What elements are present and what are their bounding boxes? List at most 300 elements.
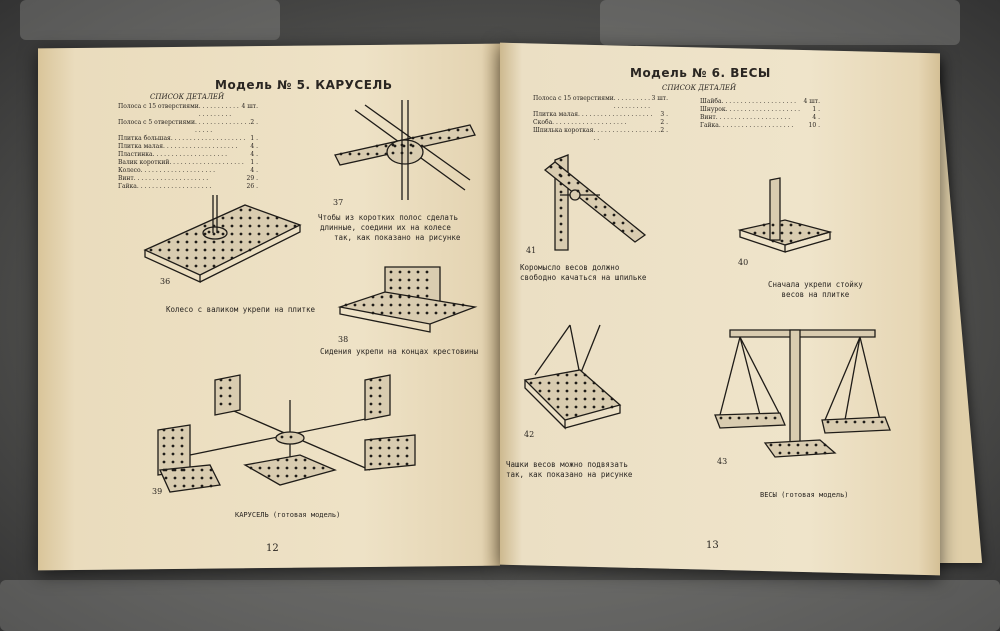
part-name: Гайка [700,122,719,129]
hole [370,455,373,458]
hole [584,398,587,401]
hole [222,217,225,220]
hole [559,166,562,169]
hole [602,390,605,393]
part-name: Скоба [533,119,553,126]
hole [417,304,420,307]
hole [240,225,243,228]
hole [222,249,225,252]
caption-line: длинные, соедини их на колесе [320,223,451,232]
caption-line: свободно качаться на шпильке [520,273,647,282]
hole [290,436,293,439]
hole [210,469,213,472]
hole [281,436,284,439]
hole [560,231,563,234]
dot-leader: . . . . . . . . . . . . . . . . . . . . [552,119,627,126]
hole [539,382,542,385]
hole [397,439,400,442]
part-quantity: 4 шт. [803,98,820,105]
background-metal-parts [20,0,280,40]
figure-number: 39 [152,487,163,496]
hole [417,295,420,298]
hole [631,230,634,233]
hole [186,265,189,268]
hole [435,304,438,307]
hole [444,312,447,315]
hole [231,225,234,228]
hole [584,382,587,385]
hole [790,240,793,243]
hole [358,153,361,156]
dot-leader: . . . . . . . . . . . . . . . . . . . . [163,143,238,150]
hole [799,224,802,227]
hole [622,230,625,233]
hole [231,249,234,252]
hole [426,271,429,274]
part-name: Плитка большая [118,135,171,142]
hole [217,231,220,234]
hole [313,467,316,470]
hole [370,395,373,398]
dot-leader: . . . . . . . . . . . . . . . . . . . . [170,135,246,142]
hole [577,182,580,185]
hole [566,398,569,401]
dot-leader: . . . . . . . . . . . . . . . . . . . . [136,183,212,190]
left-parts-heading: СПИСОК ДЕТАЛЕЙ [150,93,225,101]
part-name: Винт [118,175,134,182]
hole [370,447,373,450]
hole [372,312,375,315]
hole [560,223,563,226]
hole [466,129,469,132]
hole [220,387,223,390]
dot-leader: . . . . . . . . . . . . . . . . . . . . [152,151,228,158]
hole [781,232,784,235]
hole [354,304,357,307]
hole [399,271,402,274]
hole [448,129,451,132]
hole [379,455,382,458]
hole [797,452,800,455]
hole [426,312,429,315]
hole [845,421,848,424]
hole [584,390,587,393]
hole [806,444,809,447]
part-quantity: 10 . [808,122,820,129]
parts-list-item [118,175,258,183]
hole [613,214,616,217]
hole [213,257,216,260]
hole [231,257,234,260]
hole [286,459,289,462]
hole [772,232,775,235]
hole [584,406,587,409]
hole [258,233,261,236]
hole [213,249,216,252]
hole [183,485,186,488]
hole [372,296,375,299]
hole [370,403,373,406]
hole [240,233,243,236]
hole [208,231,211,234]
hole [304,459,307,462]
hole [249,225,252,228]
hole [340,153,343,156]
hole [163,461,166,464]
hole [277,467,280,470]
hole [406,447,409,450]
figure-caption: КАРУСЕЛЬ (готовая модель) [235,511,341,519]
dot-leader: . . . . . . . . . . . . . . . . . . . . [169,159,244,166]
hole [213,265,216,268]
caption-line: так, как показано на рисунке [334,233,461,242]
hole [593,390,596,393]
hole [295,459,298,462]
figure-41-beam-pivot [540,150,650,250]
hole [575,374,578,377]
hole [370,463,373,466]
hole [408,296,411,299]
right-parts-list-2 [700,98,820,130]
dot-leader: . . . . . . . . . . . . . . . . . . . . [133,175,209,182]
hole [560,191,563,194]
parts-list-item [118,103,258,119]
hole [575,406,578,409]
hole [376,153,379,156]
hole [150,249,153,252]
hole [220,379,223,382]
dot-leader: . . . . . . . . . . . . . . . . . . . . [725,106,800,113]
hole [763,232,766,235]
caption-line: Чтобы из коротких полос сделать [318,213,458,222]
hole [824,444,827,447]
hole [231,217,234,220]
hole [448,137,451,140]
hole [229,403,232,406]
hole [195,241,198,244]
hole [192,477,195,480]
parts-list-item [118,119,258,135]
hole [595,206,598,209]
hole [379,447,382,450]
part-name: Шпилька короткая [533,127,594,134]
hole [575,390,578,393]
hole [172,437,175,440]
hole [388,447,391,450]
hole [379,403,382,406]
hole [781,224,784,227]
parts-list-item [118,159,258,167]
hole [560,215,563,218]
hole [390,304,393,307]
hole [163,429,166,432]
parts-list-item [118,143,258,151]
hole [560,207,563,210]
figure-36-wheel-on-plate [135,195,305,285]
parts-list-item [118,135,258,143]
hole [399,312,402,315]
part-quantity: 1 . [812,106,820,113]
right-parts-heading: СПИСОК ДЕТАЛЕЙ [662,84,737,92]
hole [824,452,827,455]
hole [177,241,180,244]
hole [201,469,204,472]
hole [622,222,625,225]
hole [421,145,424,148]
hole [201,477,204,480]
hole [560,159,563,162]
part-name: Колесо [118,167,141,174]
caption-line: так, как показано на рисунке [506,470,633,479]
hole [426,287,429,290]
hole [186,257,189,260]
hole [408,279,411,282]
hole [763,224,766,227]
hole [548,390,551,393]
hole [229,379,232,382]
hole [421,137,424,140]
hole [412,137,415,140]
part-name: Шайба [700,98,722,105]
hole [417,279,420,282]
part-quantity: 4 . [250,167,258,174]
hole [163,453,166,456]
hole [249,217,252,220]
hole [410,144,413,147]
hole [779,444,782,447]
hole [586,190,589,193]
hole [249,209,252,212]
hole [593,406,596,409]
hole [222,233,225,236]
hole [863,421,866,424]
hole [213,225,216,228]
hole [213,241,216,244]
hole [168,257,171,260]
hole [426,279,429,282]
hole [381,304,384,307]
hole [249,233,252,236]
hole [385,145,388,148]
page-number: 13 [706,540,719,551]
hole [165,469,168,472]
figure-39-carousel [150,370,420,500]
parts-list-item [700,122,820,130]
hole [539,390,542,393]
figure-caption: Колесо с валиком укрепи на плитке [166,305,316,314]
hole [267,225,270,228]
hole [322,467,325,470]
hole [453,312,456,315]
hole [568,174,571,177]
dot-leader: . . . . . . . . . . . . . . . . . . . . [578,111,653,118]
hole [177,249,180,252]
hole [417,271,420,274]
hole [174,469,177,472]
hole [231,233,234,236]
right-parts-list-1 [533,95,668,143]
hole [602,398,605,401]
hole [379,463,382,466]
hole [181,453,184,456]
hole [560,239,563,242]
parts-list-item [118,167,258,175]
hole [390,287,393,290]
hole [575,382,578,385]
part-quantity: 3 шт. [651,95,668,102]
figure-caption [318,213,460,243]
hole [304,475,307,478]
figure-caption [768,280,863,300]
hole [738,417,741,420]
caption-line: весов на плитке [781,290,850,299]
hole [779,452,782,455]
hole [388,439,391,442]
hole [604,206,607,209]
hole [566,406,569,409]
hole [417,287,420,290]
hole [385,153,388,156]
hole [168,241,171,244]
hole [557,374,560,377]
hole [181,445,184,448]
hole [406,463,409,466]
figure-38-seat [325,262,475,337]
hole [186,233,189,236]
part-quantity: 2 . [250,119,258,126]
hole [268,467,271,470]
hole [593,382,596,385]
hole [195,249,198,252]
hole [790,232,793,235]
hole [379,387,382,390]
hole [192,469,195,472]
hole [720,417,723,420]
hole [408,304,411,307]
hole [240,217,243,220]
hole [229,387,232,390]
part-name: Полоса с 5 отверстиями [118,119,195,126]
hole [399,279,402,282]
hole [435,312,438,315]
hole [277,459,280,462]
hole [267,217,270,220]
left-page-title: Модель № 5. КАРУСЕЛЬ [215,78,393,92]
part-name: Валик короткий [118,159,170,166]
hole [566,390,569,393]
hole [163,437,166,440]
hole [186,249,189,252]
hole [548,382,551,385]
figure-42-scale-pan [520,320,630,430]
dot-leader: . . . . . . . . . . . . . . . . . . . . [593,127,661,142]
hole [379,379,382,382]
hole [444,304,447,307]
hole [240,241,243,244]
figure-number: 36 [160,277,171,286]
hole [172,445,175,448]
hole [390,296,393,299]
hole [557,406,560,409]
hole [222,241,225,244]
hole [399,296,402,299]
hole [379,439,382,442]
hole [277,475,280,478]
hole [827,421,830,424]
parts-list-item [118,183,258,191]
background-metal-parts [600,0,960,45]
hole [417,312,420,315]
hole [258,225,261,228]
caption-line: Чашки весов можно подвязать [506,460,628,469]
hole [231,241,234,244]
hole [370,387,373,390]
hole [397,447,400,450]
hole [401,144,404,147]
part-quantity: 3 . [660,111,668,118]
hole [276,233,279,236]
hole [367,153,370,156]
hole [557,382,560,385]
hole [195,265,198,268]
figure-43-finished-scale [710,325,895,465]
hole [204,225,207,228]
hole [815,452,818,455]
hole [584,374,587,377]
hole [410,152,413,155]
part-name: Гайка [118,183,137,190]
hole [408,271,411,274]
hole [195,233,198,236]
hole [195,257,198,260]
hole [276,225,279,228]
hole [390,271,393,274]
hole [566,382,569,385]
hole [210,485,213,488]
hole [204,265,207,268]
hole [249,241,252,244]
hole [174,477,177,480]
hole [401,152,404,155]
hole [815,444,818,447]
figure-caption: Сидения укрепи на концах крестовины [320,347,479,356]
hole [370,379,373,382]
hole [258,217,261,220]
hole [222,257,225,260]
hole [566,414,569,417]
hole [168,249,171,252]
hole [186,241,189,244]
hole [183,469,186,472]
hole [756,417,759,420]
hole [399,304,402,307]
hole [172,429,175,432]
hole [765,417,768,420]
figure-caption [520,263,646,283]
hole [222,225,225,228]
part-quantity: 4 . [812,114,820,121]
part-name: Винт [700,114,716,121]
hole [201,485,204,488]
hole [408,287,411,290]
caption-line: Коромысло весов должно [520,263,620,272]
hole [285,225,288,228]
hole [294,225,297,228]
caption-line: Сначала укрепи стойку [768,280,863,289]
hole [808,232,811,235]
hole [286,475,289,478]
hole [204,233,207,236]
